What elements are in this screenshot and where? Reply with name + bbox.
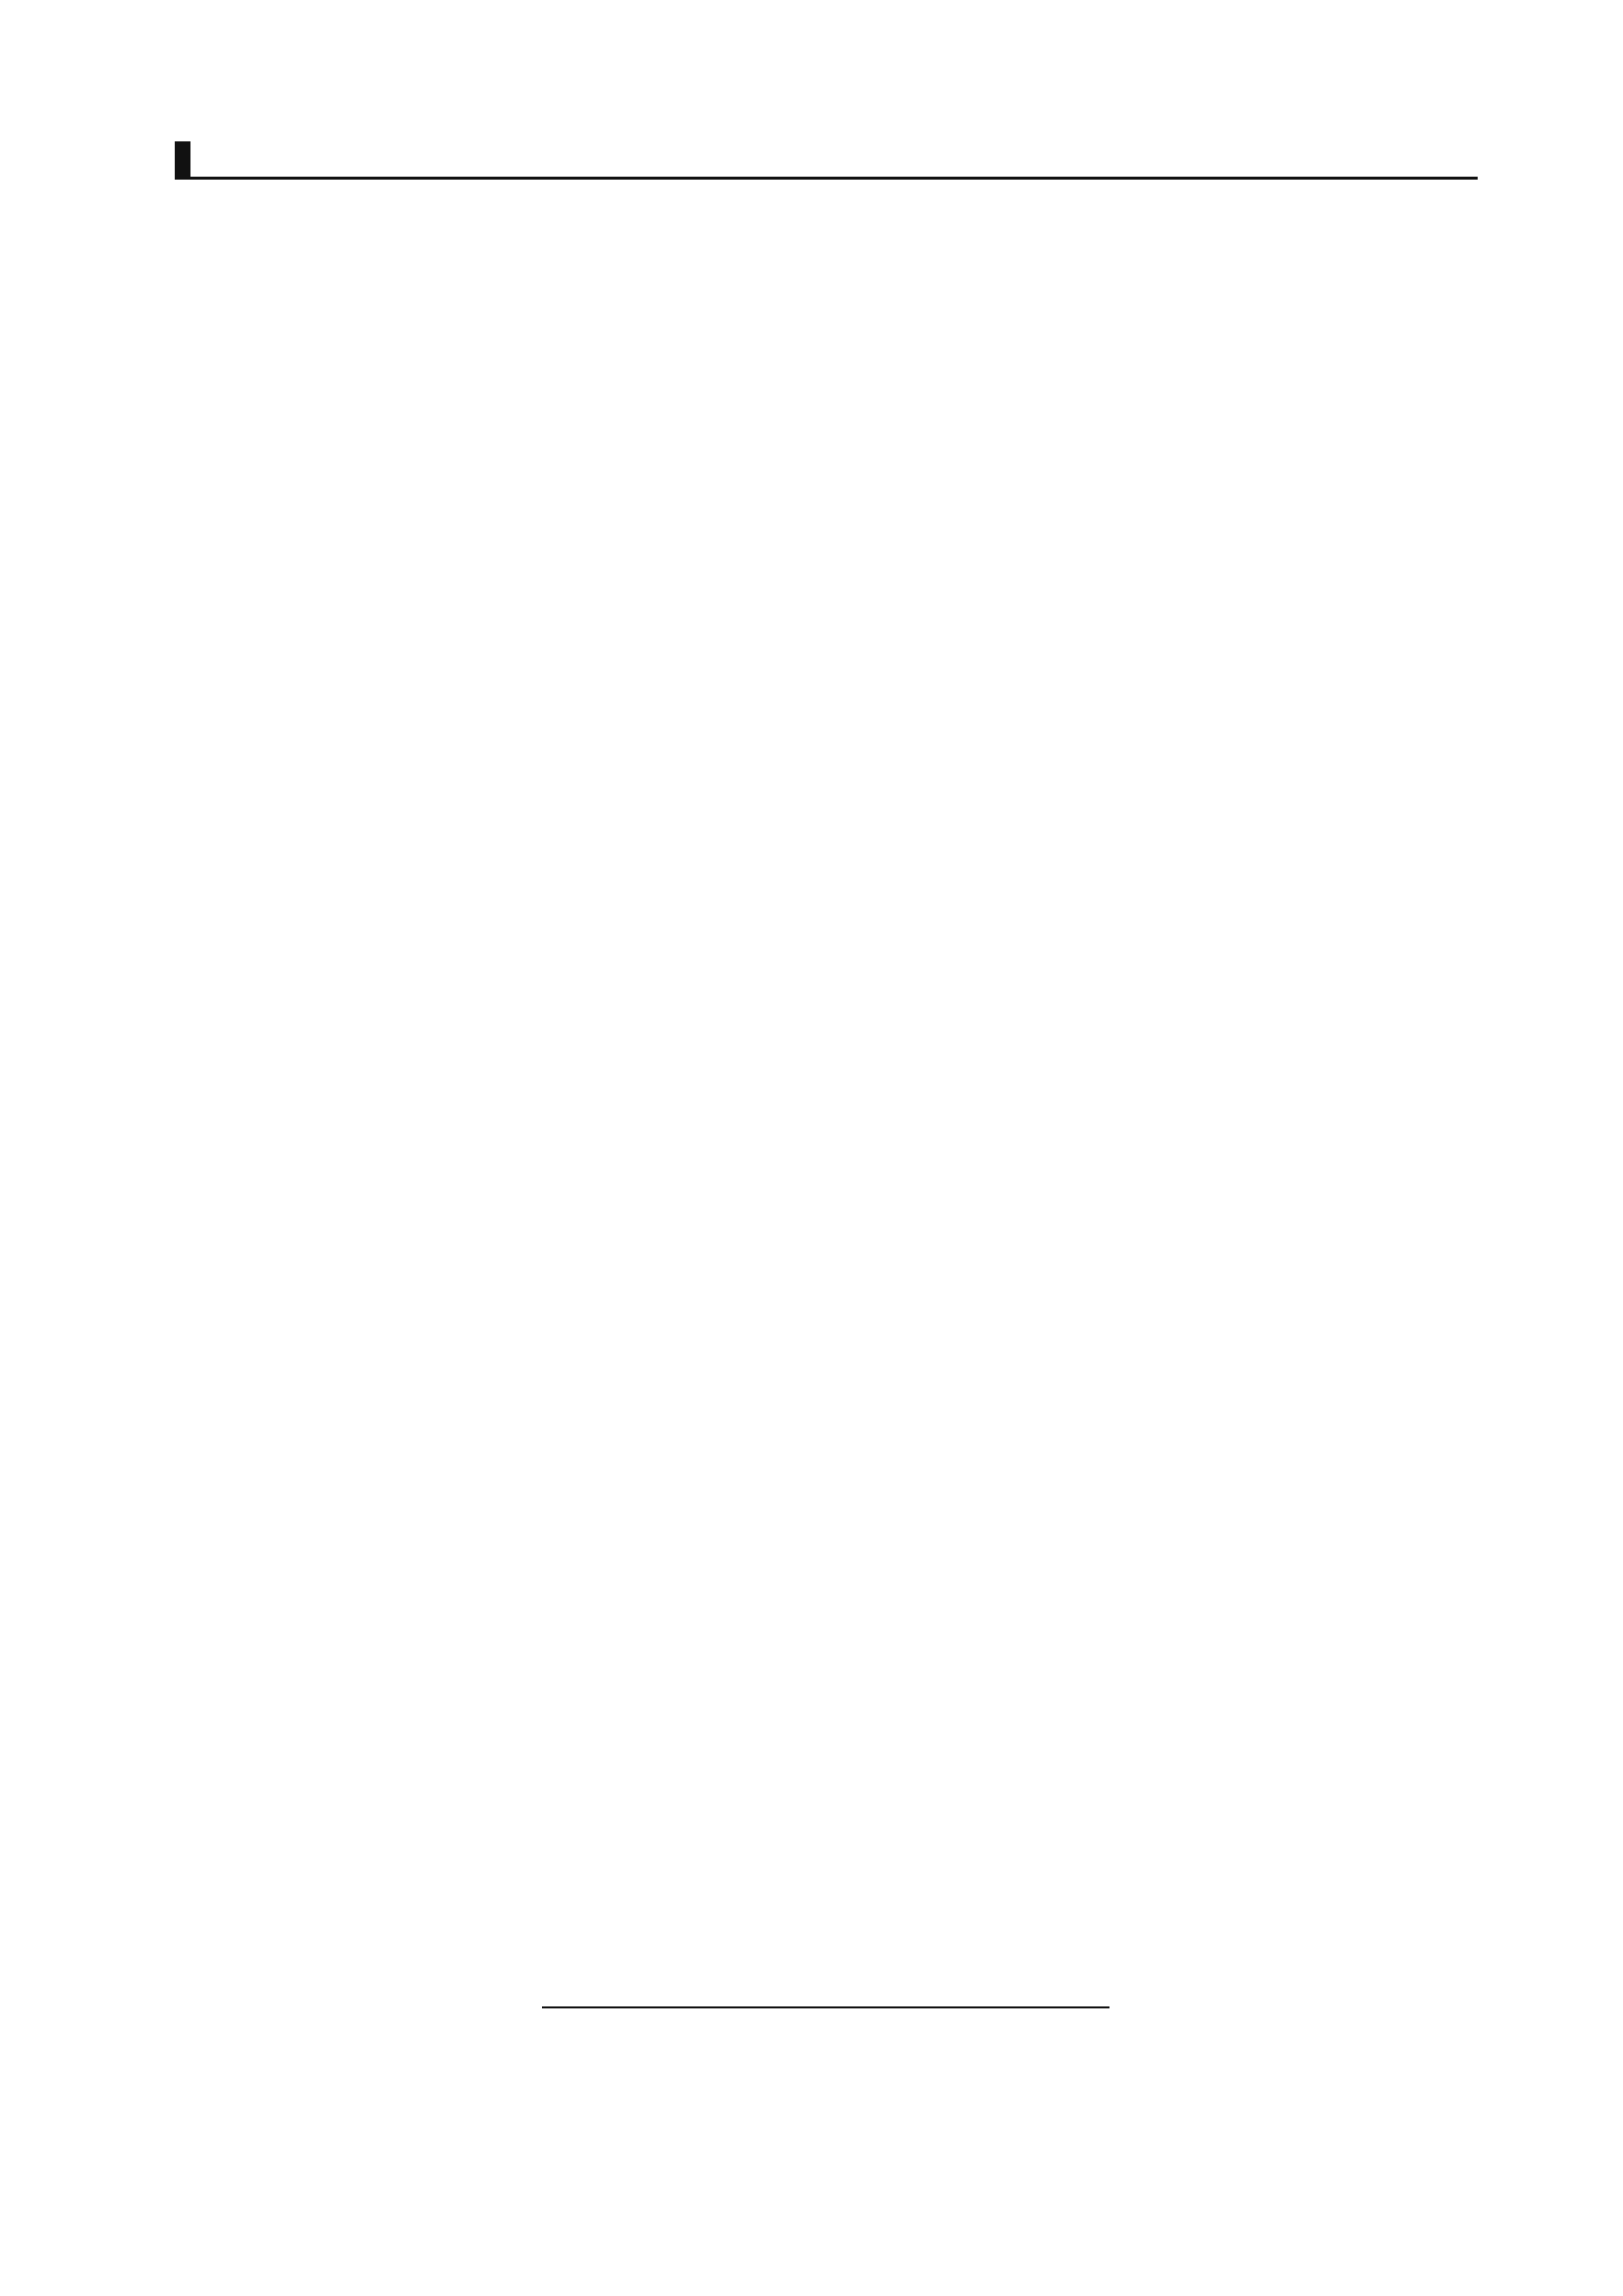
bottom-rule <box>542 2006 1109 2008</box>
header-rule <box>175 177 1478 180</box>
section-header <box>175 141 1478 181</box>
section-header-label <box>175 141 190 179</box>
